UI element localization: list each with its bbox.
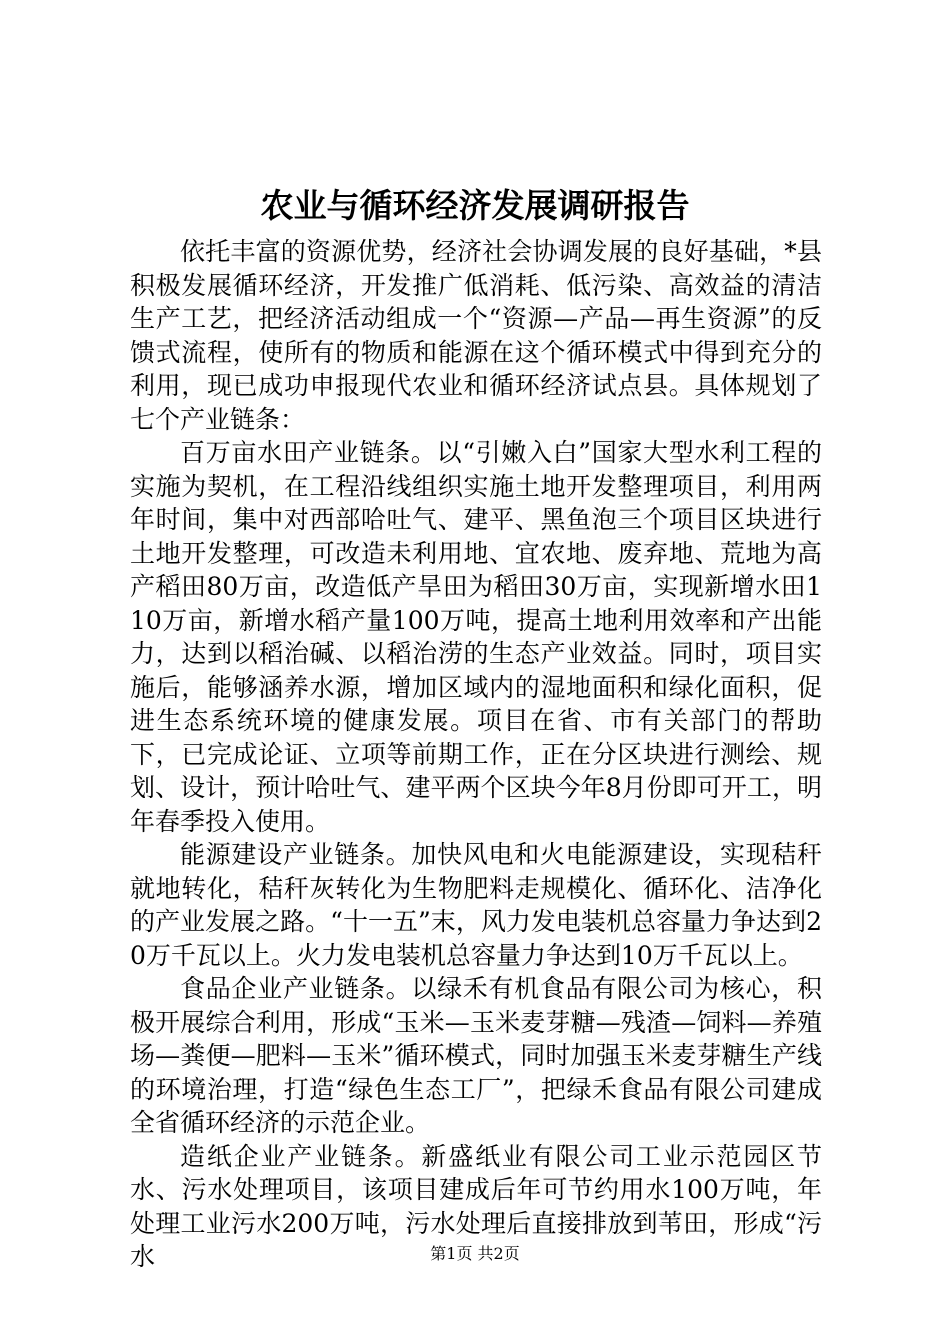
page-number-footer: 第1页 共2页 (430, 1244, 520, 1263)
paragraph-paper-enterprise-chain: 造纸企业产业链条。新盛纸业有限公司工业示范园区节水、污水处理项目，该项目建成后年可节约用水100万吨，年处理工业污水200万吨，污水处理后直接排放到苇田，形成“污水 (130, 1141, 822, 1271)
document-title: 农业与循环经济发展调研报告 (260, 186, 690, 225)
paragraph-intro: 依托丰富的资源优势，经济社会协调发展的良好基础，*县积极发展循环经济，开发推广低消耗、低污染、高效益的清洁生产工艺，把经济活动组成一个“资源—产品—再生资源”的反馈式流程，使所有的物质和能源在这个循环模式中得到充分的利用，现已成功申报现代农业和循环经济试点县。具体规划了七个产业链条： (130, 237, 822, 434)
paragraph-paddy-field-chain: 百万亩水田产业链条。以“引嫩入白”国家大型水利工程的实施为契机，在工程沿线组织实施土地开发整理项目，利用两年时间，集中对西部哈吐气、建平、黑鱼泡三个项目区块进行土地开发整理，可改造未利用地、宜农地、废弃地、荒地为高产稻田80万亩，改造低产旱田为稻田30万亩，实现新增水田110万亩，新增水稻产量100万吨，提高土地利用效率和产出能力，达到以稻治碱、以稻治涝的生态产业效益。同时，项目实施后，能够涵养水源，增加区域内的湿地面积和绿化面积，促进生态系统环境的健康发展。项目在省、市有关部门的帮助下，已完成论证、立项等前期工作，正在分区块进行测绘、规划、设计，预计哈吐气、建平两个区块今年8月份即可开工，明年春季投入使用。 (130, 438, 822, 836)
paragraph-food-enterprise-chain: 食品企业产业链条。以绿禾有机食品有限公司为核心，积极开展综合利用，形成“玉米—玉米麦芽糖—残渣—饲料—养殖场—粪便—肥料—玉米”循环模式，同时加强玉米麦芽糖生产线的环境治理，打造“绿色生态工厂”，把绿禾食品有限公司建成全省循环经济的示范企业。 (130, 974, 822, 1137)
paragraph-energy-chain: 能源建设产业链条。加快风电和火电能源建设，实现秸秆就地转化，秸秆灰转化为生物肥料走规模化、循环化、洁净化的产业发展之路。“十一五”末，风力发电装机总容量力争达到20万千瓦以上。火力发电装机总容量力争达到10万千瓦以上。 (130, 840, 822, 970)
document-body (130, 235, 822, 1274)
